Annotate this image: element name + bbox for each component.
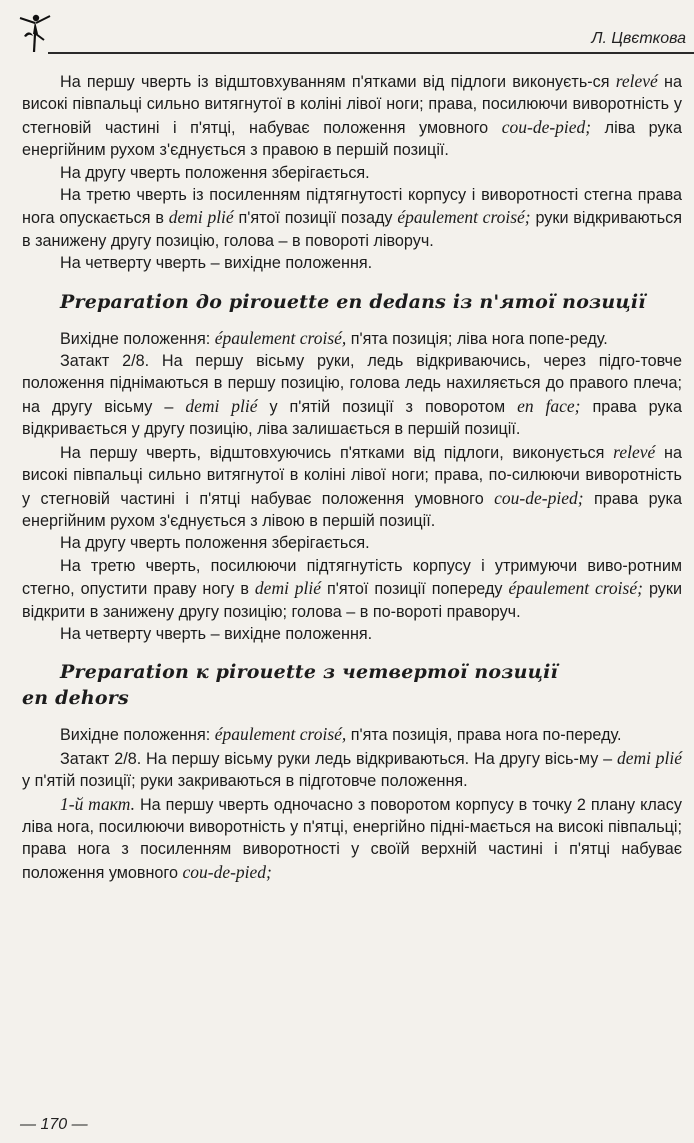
term-italic: épaulement croisé, [214,327,347,348]
page-header [0,0,694,60]
paragraph [22,555,682,623]
text-run: п'ята позиція, права нога по-переду. [346,726,622,745]
paragraph [22,747,682,793]
page-number: — 170 — [20,1116,88,1133]
term-italic: cou-de-pied; [494,487,584,508]
term-italic: en face; [517,395,581,416]
text-run: На третю чверть із посиленням підтягнутості корпусу і виворотності стегна права нога опускається в [22,186,682,228]
paragraph [22,252,682,274]
text-run: На другу чверть положення зберігається. [60,534,370,553]
paragraph [22,70,682,162]
paragraph [22,723,682,746]
section-heading [22,659,682,711]
text-run: п'ятої позиції попереду [321,580,509,599]
text-run: На першу чверть, відштовхуючись п'ятками від підлоги, виконується [60,443,614,462]
heading-line: en dehors [22,687,129,710]
paragraph [22,327,682,350]
text-run: права рука відкривається у другу позицію, ліва залишається в першій позиції. [22,397,683,439]
text-run: п'ята позиція; ліва нога попе-реду. [346,329,608,348]
text-run: Затакт 2/8. На першу вісьму руки ледь відкриваються. На другу віcь-му – [60,749,617,768]
text-run: руки відкриваються в занижену другу позицію, голова – в повороті ліворуч. [22,209,682,250]
paragraph [22,350,682,441]
term-italic: cou-de-pied; [501,116,592,137]
author-name: Л. Цвєткова [591,30,686,47]
text-run: на високі півпальці сильно витягнутої в коліні лівої ноги; права, по-силюючи виворотність у стегновій частині і п'ятці набуває положення умовного [22,443,682,508]
term-italic: relevé [613,441,656,462]
term-italic: épaulement croisé; [508,578,643,599]
text-run: Вихідне положення: [60,726,215,745]
text-run: у п'ятій позиції з поворотом [257,397,518,416]
term-italic: relevé [615,71,658,91]
paragraph [22,162,682,184]
text-run: п'ятої позиції позаду [233,209,398,228]
text-run: у п'ятій позиції; руки закриваються в підготовче положення. [22,772,468,791]
paragraph [22,623,682,645]
text-run: на високі півпальці сильно витягнутої в коліні лівої ноги; права, посилюючи виворотність у стегновій частині і п'ятці, набуває положення умовного [22,73,682,137]
text-run: ліва рука енергійним рухом з'єднується з правою в першій позиції. [22,118,682,160]
paragraph [22,532,682,554]
text-run: руки відкрити в занижену другу позицію; голова – в по-вороті праворуч. [22,580,682,621]
text-run: На першу чверть одночасно з поворотом корпусу в точку 2 плану класу ліва нога, посилюючи виворотність у п'ятці, енергійно підні-мається на високі півпальці; права нога з посиленням виворотності у своїй верхній частині і п'ятці набуває положення умовного [22,795,682,882]
text-run: Затакт 2/8. На першу вісьму руки, ледь відкриваючись, через підго-товче положення піднімаються в першу позицію, голова ледь нахиляється до правого плеча; на другу вісьму – [22,352,682,416]
term-italic: cou-de-pied; [182,861,272,882]
ballerina-icon [14,10,54,54]
header-rule [48,52,694,54]
term-italic: 1-й такт. [60,793,135,814]
term-italic: épaulement croisé; [397,207,531,228]
text-run: права рука енергійним рухом з'єднується з лівою в першій позиції. [22,489,682,530]
paragraph [22,184,682,252]
text-run: На першу чверть із відштовхуванням п'ятками від підлоги виконуєть-ся [60,73,616,91]
term-italic: demi plié [185,395,258,416]
term-italic: épaulement croisé, [214,724,347,745]
term-italic: demi plié [254,578,322,599]
paragraph [22,793,682,885]
text-run: На другу чверть положення зберігається. [60,163,370,182]
section-heading [22,289,682,315]
text-run: Вихідне положення: [60,329,215,348]
heading-line: Preparation к pirouette з четвертої позиції [60,661,558,684]
term-italic: demi plié [617,747,682,768]
text-run: На четверту чверть – вихідне положення. [60,254,373,273]
text-run: На третю чверть, посилюючи підтягнутість корпусу і утримуючи виво-ротним стегно, опустити праву ногу в [22,556,682,599]
paragraph [22,441,682,533]
heading-line: Preparation до pirouette en dedans із п'ятої позиції [60,290,646,313]
term-italic: demi plié [168,207,234,228]
text-run: На четверту чверть – вихідне положення. [60,624,373,643]
page-body [22,70,682,884]
